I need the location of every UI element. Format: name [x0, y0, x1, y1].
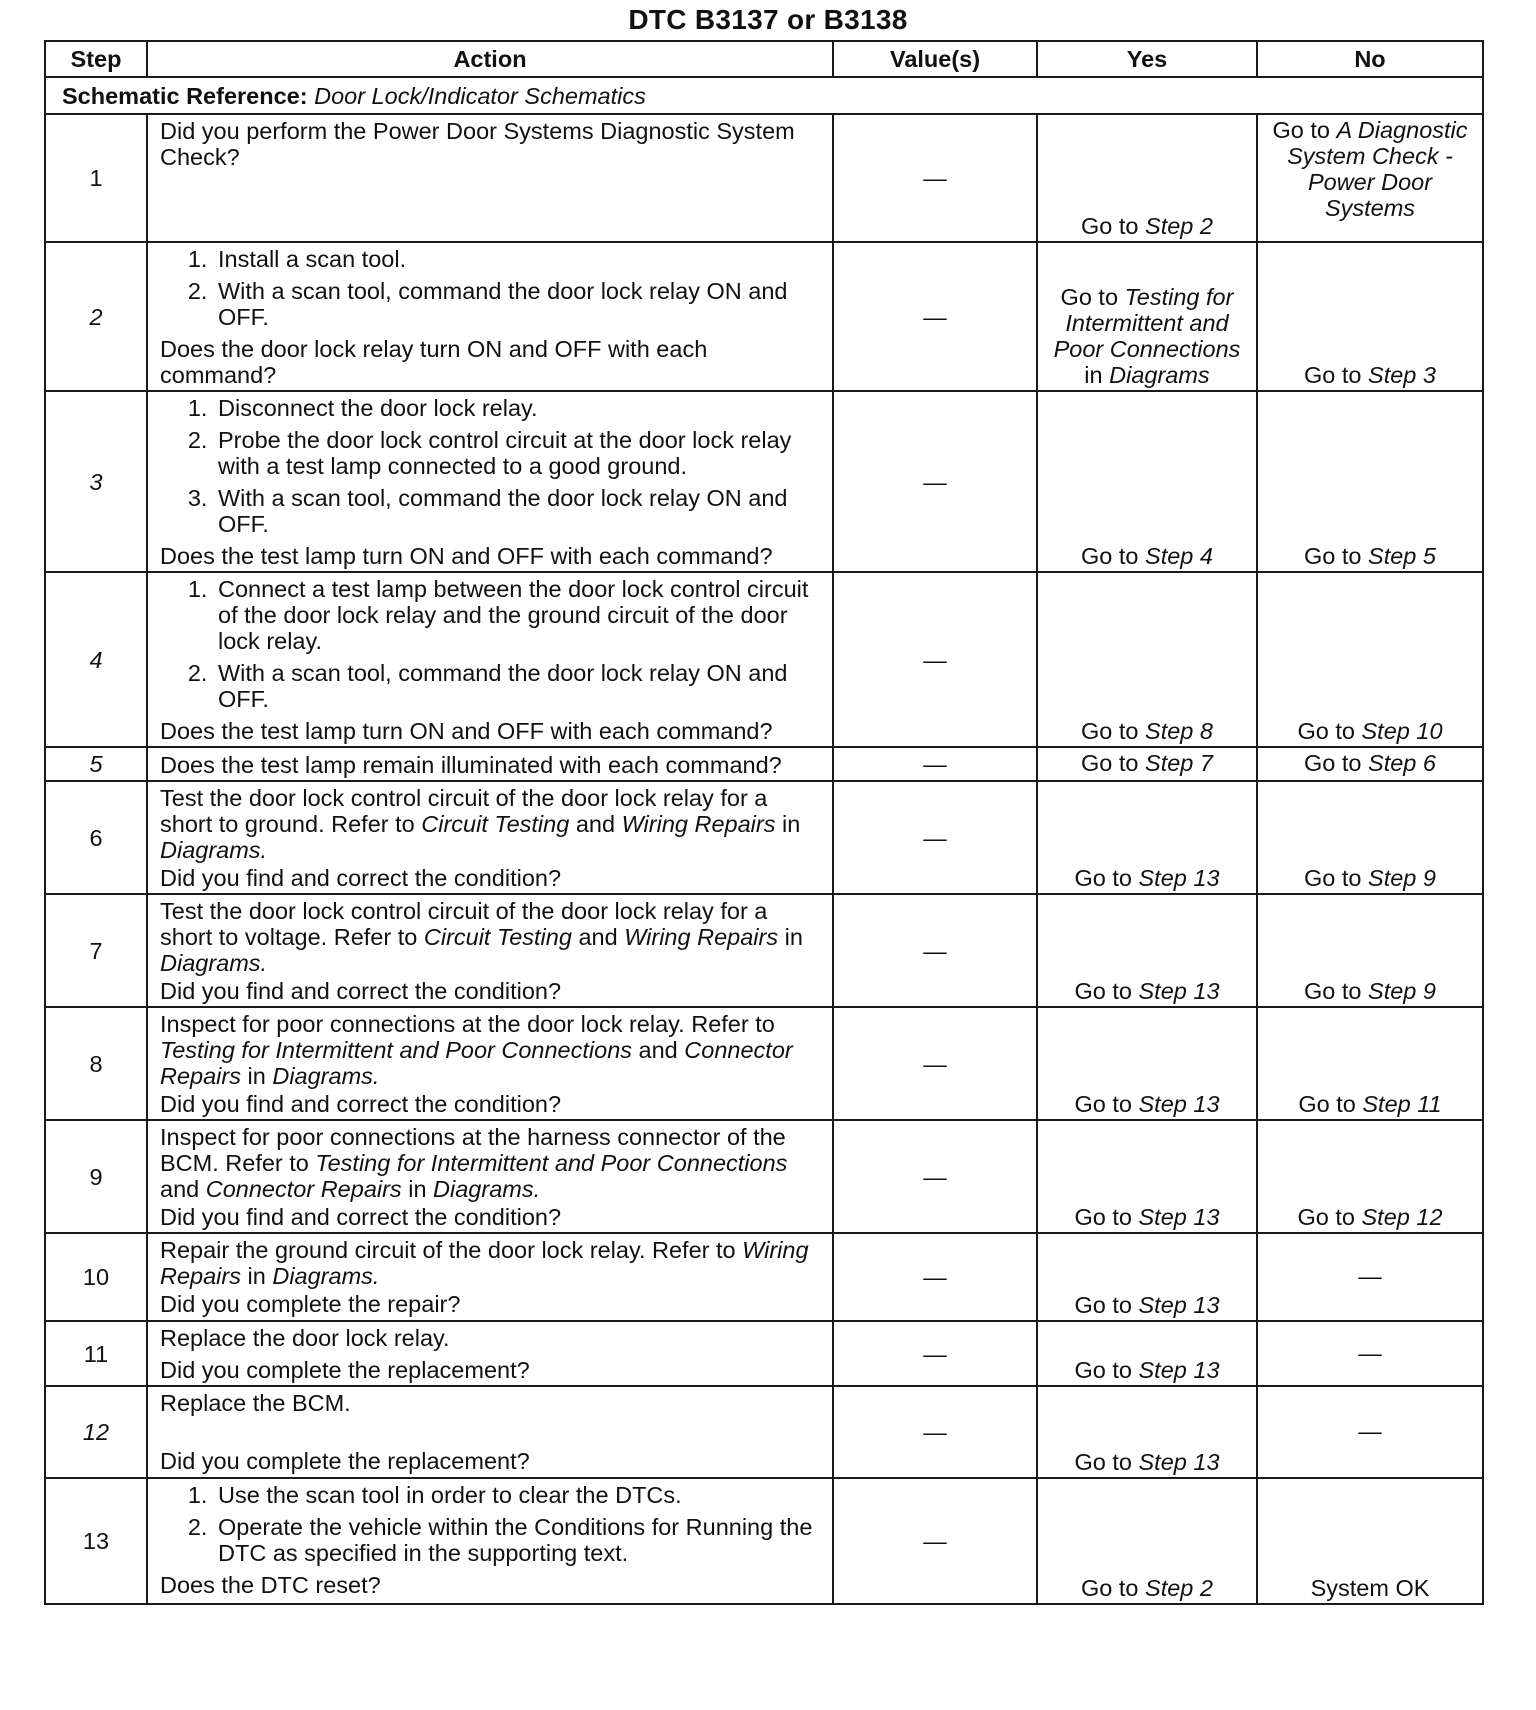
action-cell: [147, 1478, 833, 1604]
value-cell: —: [833, 894, 1037, 1007]
yes-link[interactable]: Step 2: [1145, 1575, 1213, 1601]
action-question: Did you find and correct the condition?: [160, 978, 562, 1004]
action-text: Replace the BCM.: [160, 1390, 351, 1416]
action-cell: [147, 1386, 833, 1478]
action-cell: [147, 781, 833, 894]
reference-link[interactable]: Wiring Repairs: [160, 1237, 809, 1289]
no-cell: Go to Step 5: [1257, 391, 1483, 572]
action-cell: [147, 242, 833, 391]
step-number: 5: [45, 747, 147, 781]
value-cell: —: [833, 114, 1037, 242]
no-link[interactable]: Step 5: [1368, 543, 1436, 569]
yes-cell: Go to Step 13: [1037, 1007, 1257, 1120]
no-cell: Go to Step 3: [1257, 242, 1483, 391]
table-row: [45, 572, 1483, 747]
no-link[interactable]: Step 6: [1368, 750, 1436, 776]
action-list: [160, 576, 824, 712]
header-action: Action: [147, 41, 833, 77]
header-no: No: [1257, 41, 1483, 77]
no-cell: Go to Step 9: [1257, 781, 1483, 894]
no-cell: —: [1257, 1386, 1483, 1478]
step-number: 3: [45, 391, 147, 572]
reference-link[interactable]: Testing for Intermittent and Poor Connections: [160, 1037, 633, 1063]
action-list-item: 2. With a scan tool, command the door lock relay ON and OFF.: [214, 660, 824, 712]
value-cell: —: [833, 1120, 1037, 1233]
header-step: Step: [45, 41, 147, 77]
no-link[interactable]: Step 9: [1368, 978, 1436, 1004]
value-cell: —: [833, 1007, 1037, 1120]
yes-link-2[interactable]: Diagrams: [1109, 362, 1210, 388]
action-list-item: 1. Use the scan tool in order to clear the DTCs.: [214, 1482, 824, 1508]
page-title: DTC B3137 or B3138: [628, 4, 908, 35]
action-question: Did you find and correct the condition?: [160, 1204, 562, 1230]
value-cell: —: [833, 1321, 1037, 1386]
action-question: Does the DTC reset?: [160, 1572, 381, 1598]
reference-link[interactable]: Circuit Testing: [423, 924, 572, 950]
schematic-row: [45, 77, 1483, 114]
action-list-item: 1. Install a scan tool.: [214, 246, 824, 272]
no-cell: —: [1257, 1233, 1483, 1321]
reference-link[interactable]: Testing for Intermittent and Poor Connections: [315, 1150, 788, 1176]
header-yes: Yes: [1037, 41, 1257, 77]
yes-link[interactable]: Step 13: [1138, 1292, 1220, 1318]
diagnostic-table: [44, 40, 1484, 1605]
reference-link[interactable]: Diagrams.: [160, 950, 268, 976]
action-question: Did you complete the repair?: [160, 1291, 461, 1317]
action-cell: [147, 1120, 833, 1233]
reference-link[interactable]: Wiring Repairs: [621, 811, 776, 837]
no-cell: Go to Step 9: [1257, 894, 1483, 1007]
reference-link[interactable]: Wiring Repairs: [624, 924, 779, 950]
yes-link[interactable]: Step 13: [1138, 1204, 1220, 1230]
yes-link[interactable]: Step 4: [1145, 543, 1213, 569]
table-row: [45, 391, 1483, 572]
action-question: Did you find and correct the condition?: [160, 1091, 562, 1117]
action-list-item: 1. Disconnect the door lock relay.: [214, 395, 824, 421]
value-cell: —: [833, 572, 1037, 747]
reference-link[interactable]: Diagrams.: [160, 837, 268, 863]
table-row: [45, 781, 1483, 894]
header-value: Value(s): [833, 41, 1037, 77]
table-row: [45, 1478, 1483, 1604]
action-question: Does the test lamp remain illuminated with each command?: [160, 751, 782, 778]
action-question: Did you find and correct the condition?: [160, 865, 562, 891]
action-cell: [147, 114, 833, 242]
action-text: Did you perform the Power Door Systems Diagnostic System Check?: [160, 118, 795, 170]
value-cell: —: [833, 242, 1037, 391]
step-number: 10: [45, 1233, 147, 1321]
action-text: Test the door lock control circuit of the door lock relay for a short to ground. Refer to Circuit Testing and Wiring Repairs in Diagrams.: [160, 785, 801, 863]
table-row: [45, 114, 1483, 242]
yes-link[interactable]: Step 8: [1145, 718, 1213, 744]
action-cell: [147, 894, 833, 1007]
value-cell: —: [833, 747, 1037, 781]
yes-cell: Go to Step 4: [1037, 391, 1257, 572]
action-list: [160, 395, 824, 537]
step-number: 11: [45, 1321, 147, 1386]
action-list: [160, 1482, 824, 1566]
table-row: [45, 894, 1483, 1007]
yes-cell: Go to Step 13: [1037, 781, 1257, 894]
value-cell: —: [833, 781, 1037, 894]
yes-link[interactable]: Step 13: [1138, 1357, 1220, 1383]
step-number: 2: [45, 242, 147, 391]
reference-link[interactable]: Connector Repairs: [205, 1176, 402, 1202]
yes-link[interactable]: Step 2: [1145, 213, 1213, 239]
yes-cell: Go to Step 7: [1037, 747, 1257, 781]
yes-link[interactable]: Testing for Intermittent and Poor Connections: [1053, 284, 1241, 362]
action-list-item: 3. With a scan tool, command the door lock relay ON and OFF.: [214, 485, 824, 537]
yes-link[interactable]: Step 13: [1138, 865, 1220, 891]
step-number: 8: [45, 1007, 147, 1120]
no-cell: Go to Step 10: [1257, 572, 1483, 747]
no-link[interactable]: Step 12: [1361, 1204, 1443, 1230]
value-cell: —: [833, 391, 1037, 572]
yes-cell: Go to Step 2: [1037, 114, 1257, 242]
action-question: Does the test lamp turn ON and OFF with each command?: [160, 543, 773, 569]
table-row: [45, 1233, 1483, 1321]
no-cell: Go to Step 11: [1257, 1007, 1483, 1120]
step-number: 13: [45, 1478, 147, 1604]
action-cell: [147, 572, 833, 747]
reference-link[interactable]: Circuit Testing: [421, 811, 570, 837]
action-question: Does the test lamp turn ON and OFF with each command?: [160, 718, 773, 744]
yes-cell: Go to Step 13: [1037, 1233, 1257, 1321]
action-list-item: 2. With a scan tool, command the door lock relay ON and OFF.: [214, 278, 824, 330]
schematic-label: Schematic Reference:: [62, 82, 308, 109]
action-cell: [147, 747, 833, 781]
table-row: [45, 1007, 1483, 1120]
yes-link[interactable]: Step 7: [1145, 750, 1213, 776]
yes-link[interactable]: Step 13: [1138, 1449, 1220, 1475]
action-text: Repair the ground circuit of the door lock relay. Refer to Wiring Repairs in Diagrams.: [160, 1237, 809, 1289]
yes-cell: Go to Step 13: [1037, 1321, 1257, 1386]
action-question: Did you complete the replacement?: [160, 1357, 530, 1383]
step-number: 6: [45, 781, 147, 894]
action-question: Did you complete the replacement?: [160, 1448, 530, 1474]
no-cell: System OK: [1257, 1478, 1483, 1604]
yes-cell: Go to Step 2: [1037, 1478, 1257, 1604]
no-link[interactable]: Step 10: [1361, 718, 1443, 744]
action-list-item: 1. Connect a test lamp between the door lock control circuit of the door lock relay and the ground circuit of the door lock relay.: [214, 576, 824, 654]
no-cell: Go to Step 12: [1257, 1120, 1483, 1233]
no-cell: —: [1257, 1321, 1483, 1386]
yes-link[interactable]: Step 13: [1138, 1091, 1220, 1117]
header-row: [45, 41, 1483, 77]
action-cell: [147, 1007, 833, 1120]
step-number: 12: [45, 1386, 147, 1478]
step-number: 7: [45, 894, 147, 1007]
action-question: Does the door lock relay turn ON and OFF with each command?: [160, 336, 708, 388]
value-cell: —: [833, 1233, 1037, 1321]
action-cell: [147, 1321, 833, 1386]
action-text: Test the door lock control circuit of the door lock relay for a short to voltage. Refer to Circuit Testing and Wiring Repairs in Diagrams.: [160, 898, 803, 976]
yes-cell: Go to Testing for Intermittent and Poor Connections in Diagrams: [1037, 242, 1257, 391]
reference-link[interactable]: Diagrams.: [433, 1176, 541, 1202]
step-number: 1: [45, 114, 147, 242]
reference-link[interactable]: Connector Repairs: [160, 1037, 793, 1089]
action-list: [160, 246, 824, 330]
schematic-reference: [45, 77, 1483, 114]
table-row: [45, 747, 1483, 781]
action-text: Inspect for poor connections at the door lock relay. Refer to Testing for Intermittent and Poor Connections and Connector Repairs in Diagrams.: [160, 1011, 793, 1089]
no-link[interactable]: Step 11: [1362, 1091, 1442, 1117]
action-cell: [147, 391, 833, 572]
yes-cell: Go to Step 13: [1037, 894, 1257, 1007]
step-number: 9: [45, 1120, 147, 1233]
step-number: 4: [45, 572, 147, 747]
action-list-item: 2. Operate the vehicle within the Conditions for Running the DTC as specified in the supporting text.: [214, 1514, 824, 1566]
table-row: [45, 1120, 1483, 1233]
yes-cell: Go to Step 13: [1037, 1120, 1257, 1233]
table-row: [45, 1386, 1483, 1478]
yes-cell: Go to Step 13: [1037, 1386, 1257, 1478]
reference-link[interactable]: Diagrams.: [272, 1063, 380, 1089]
table-row: [45, 242, 1483, 391]
table-row: [45, 1321, 1483, 1386]
action-list-item: 2. Probe the door lock control circuit at the door lock relay with a test lamp connected to a good ground.: [214, 427, 824, 479]
action-text: Inspect for poor connections at the harness connector of the BCM. Refer to Testing for Intermittent and Poor Connections and Connector Repairs in Diagrams.: [160, 1124, 788, 1202]
action-cell: [147, 1233, 833, 1321]
no-cell: Go to Step 6: [1257, 747, 1483, 781]
yes-cell: Go to Step 8: [1037, 572, 1257, 747]
yes-link[interactable]: Step 13: [1138, 978, 1220, 1004]
no-cell: Go to A Diagnostic System Check - Power Door Systems: [1257, 114, 1483, 242]
reference-link[interactable]: Diagrams.: [272, 1263, 380, 1289]
value-cell: —: [833, 1386, 1037, 1478]
value-cell: —: [833, 1478, 1037, 1604]
action-text: Replace the door lock relay.: [160, 1325, 450, 1351]
no-link[interactable]: A Diagnostic System Check - Power Door Systems: [1287, 117, 1468, 221]
no-link[interactable]: Step 9: [1368, 865, 1436, 891]
schematic-link[interactable]: Door Lock/Indicator Schematics: [314, 82, 646, 109]
no-link[interactable]: Step 3: [1368, 362, 1436, 388]
